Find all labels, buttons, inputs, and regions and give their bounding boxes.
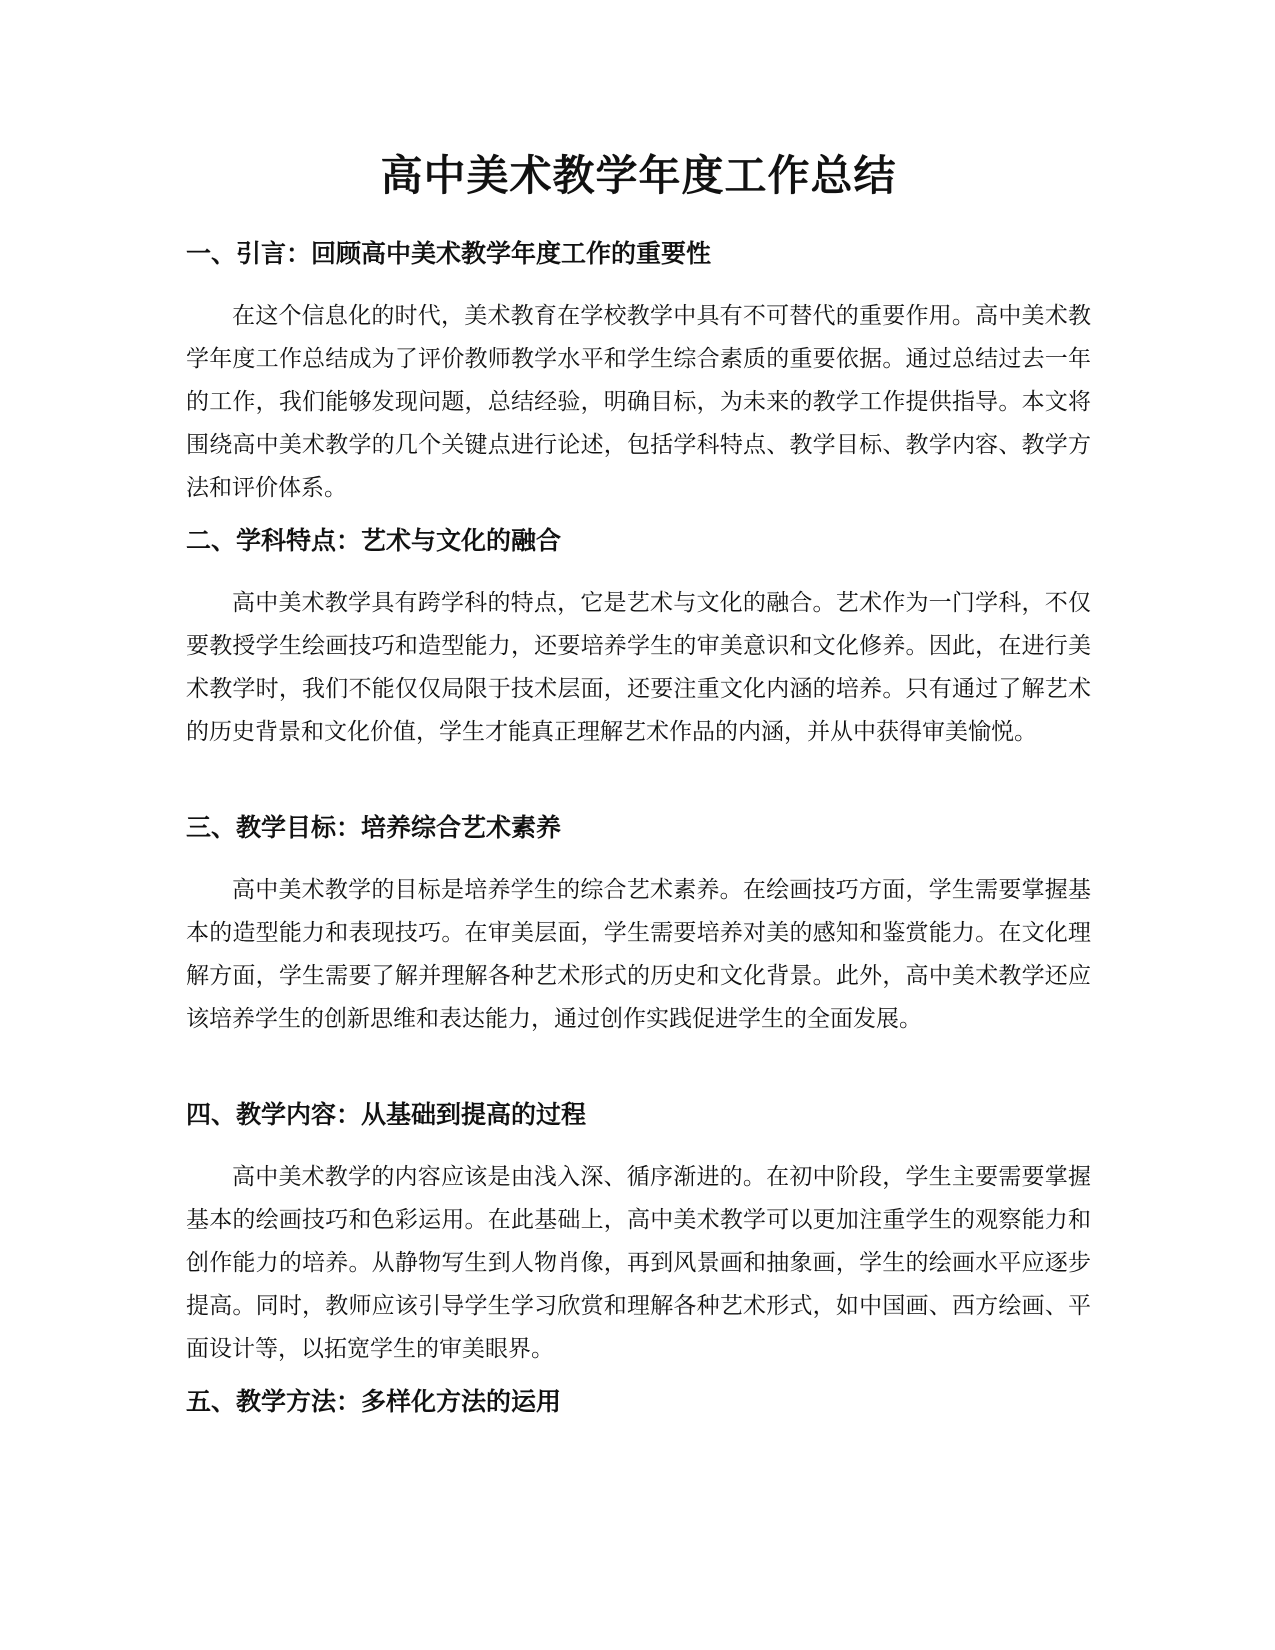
section-teaching-methods — [186, 1385, 1091, 1419]
section-introduction — [186, 237, 1091, 510]
section-heading: 五、教学方法：多样化方法的运用 — [186, 1387, 562, 1416]
section-paragraph: 高中美术教学的目标是培养学生的综合艺术素养。在绘画技巧方面，学生需要掌握基本的造型能力和表现技巧。在审美层面，学生需要培养对美的感知和鉴赏能力。在文化理解方面，学生需要了解并理解各种艺术形式的历史和文化背景。此外，高中美术教学还应该培养学生的创新思维和表达能力，通过创作实践促进学生的全面发展。 — [186, 877, 1091, 1032]
section-heading: 三、教学目标：培养综合艺术素养 — [186, 813, 562, 842]
section-teaching-goals — [186, 811, 1091, 1041]
section-paragraph: 高中美术教学具有跨学科的特点，它是艺术与文化的融合。艺术作为一门学科，不仅要教授学生绘画技巧和造型能力，还要培养学生的审美意识和文化修养。因此，在进行美术教学时，我们不能仅仅局限于技术层面，还要注重文化内涵的培养。只有通过了解艺术的历史背景和文化价值，学生才能真正理解艺术作品的内涵，并从中获得审美愉悦。 — [186, 590, 1091, 745]
section-subject-features — [186, 524, 1091, 754]
section-heading: 四、教学内容：从基础到提高的过程 — [186, 1100, 587, 1129]
section-teaching-content — [186, 1098, 1091, 1371]
section-paragraph: 在这个信息化的时代，美术教育在学校教学中具有不可替代的重要作用。高中美术教学年度工作总结成为了评价教师教学水平和学生综合素质的重要依据。通过总结过去一年的工作，我们能够发现问题，总结经验，明确目标，为未来的教学工作提供指导。本文将围绕高中美术教学的几个关键点进行论述，包括学科特点、教学目标、教学内容、教学方法和评价体系。 — [186, 303, 1091, 501]
document-title: 高中美术教学年度工作总结 — [380, 151, 897, 200]
section-heading: 二、学科特点：艺术与文化的融合 — [186, 526, 562, 555]
section-paragraph: 高中美术教学的内容应该是由浅入深、循序渐进的。在初中阶段，学生主要需要掌握基本的绘画技巧和色彩运用。在此基础上，高中美术教学可以更加注重学生的观察能力和创作能力的培养。从静物写生到人物肖像，再到风景画和抽象画，学生的绘画水平应逐步提高。同时，教师应该引导学生学习欣赏和理解各种艺术形式，如中国画、西方绘画、平面设计等，以拓宽学生的审美眼界。 — [186, 1164, 1091, 1362]
section-heading: 一、引言：回顾高中美术教学年度工作的重要性 — [186, 239, 712, 268]
